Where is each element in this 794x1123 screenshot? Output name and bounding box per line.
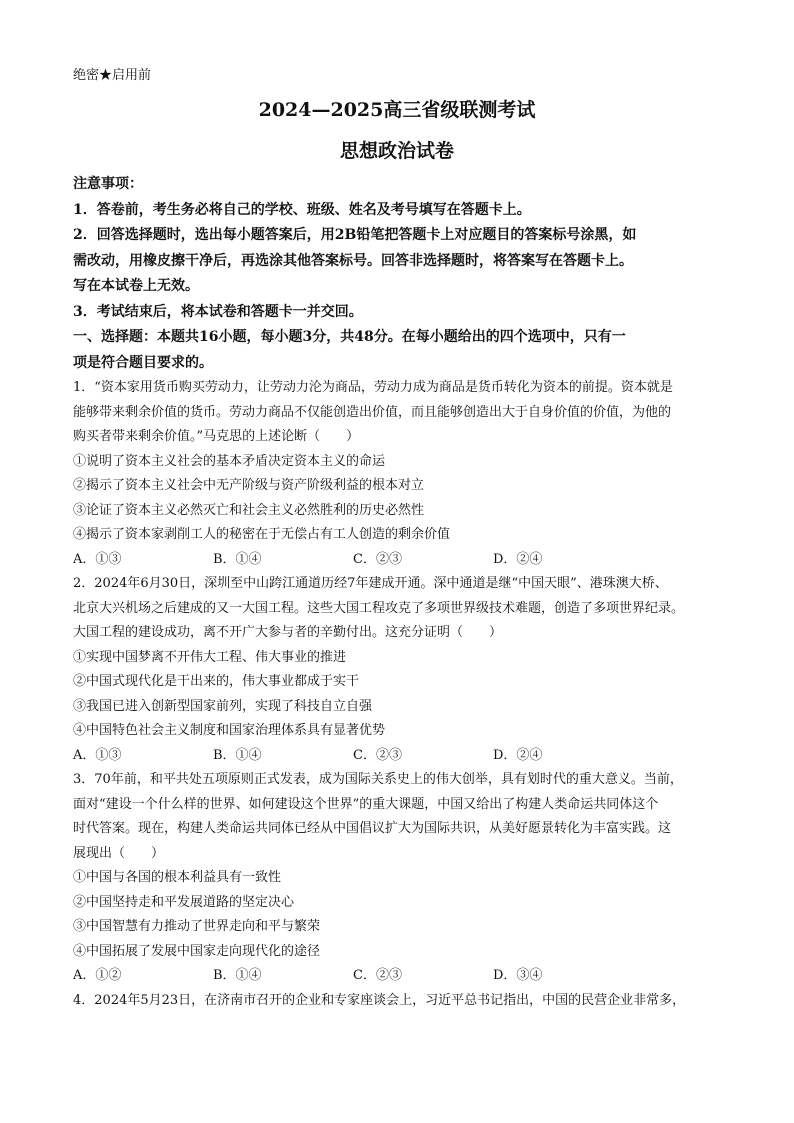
- question-3-options: [73, 964, 725, 989]
- option-c: C．②③: [353, 551, 402, 567]
- question-3-stem: 面对“建设一个什么样的世界、如何建设这个世界”的重大课题，中国又给出了构建人类命运共同体这个: [73, 796, 659, 812]
- notice-line: 3．考试结束后，将本试卷和答题卡一并交回。: [73, 303, 363, 320]
- section-heading: 项是符合题目要求的。: [73, 354, 213, 371]
- notice-line: 需改动，用橡皮擦干净后，再选涂其他答案标号。回答非选择题时，将答案写在答题卡上。: [73, 252, 633, 269]
- notice-heading: 注意事项：: [73, 176, 143, 192]
- exam-title: 2024—2025高三省级联测考试: [258, 99, 536, 121]
- notice-line: 写在本试卷上无效。: [73, 278, 199, 294]
- exam-body: [73, 172, 725, 1013]
- question-2-options: [73, 744, 725, 769]
- question-1-stem: 1．“资本家用货币购买劳动力，让劳动力沦为商品，劳动力成为商品是货币转化为资本的前提。资本就是: [73, 380, 673, 395]
- confidential-label: 绝密★启用前: [73, 68, 152, 83]
- section-heading: 一、选择题：本题共16小题，每小题3分，共48分。在每小题给出的四个选项中，只有一: [73, 329, 626, 345]
- option-d: D．③④: [493, 968, 543, 983]
- question-3-statement: ③中国智慧有力推动了世界走向和平与繁荣: [73, 919, 321, 934]
- question-3-stem: 3．70年前，和平共处五项原则正式发表，成为国际关系史上的伟大创举，具有划时代的重大意义。当前，: [73, 772, 683, 787]
- option-d: D．②④: [493, 747, 543, 763]
- option-b: B．①④: [213, 968, 262, 983]
- question-3-statement: ②中国坚持走和平发展道路的坚定决心: [73, 894, 295, 910]
- question-2-statement: ③我国已进入创新型国家前列，实现了科技自立自强: [73, 698, 373, 714]
- question-2-statement: ①实现中国梦离不开伟大工程、伟大事业的推进: [73, 649, 347, 665]
- question-3-statement: ①中国与各国的根本利益具有一致性: [73, 870, 282, 885]
- question-4-stem: 4．2024年5月23日，在济南市召开的企业和专家座谈会上，习近平总书记指出，中国的民营企业非常多，: [73, 992, 686, 1008]
- question-3-stem: 展现出（ ）: [73, 845, 165, 861]
- question-1-statement: ④揭示了资本家剥削工人的秘密在于无偿占有工人创造的剩余价值: [73, 527, 451, 542]
- question-2-stem: 2．2024年6月30日，深圳至中山跨江通道历经7年建成开通。深中通道是继“中国天眼”、港珠澳大桥、: [73, 576, 668, 591]
- option-c: C．②③: [353, 747, 402, 763]
- question-1-options: [73, 548, 725, 573]
- option-a: A．①③: [73, 747, 122, 763]
- notice-line: 2．回答选择题时，选出每小题答案后，用2B铅笔把答题卡上对应题目的答案标号涂黑，如: [73, 227, 637, 243]
- question-2-statement: ④中国特色社会主义制度和国家治理体系具有显著优势: [73, 723, 386, 738]
- question-1-statement: ②揭示了资本主义社会中无产阶级与资产阶级利益的根本对立: [73, 478, 425, 493]
- notice-line: 1．答卷前，考生务必将自己的学校、班级、姓名及考号填写在答题卡上。: [73, 201, 531, 218]
- question-1-statement: ①说明了资本主义社会的基本矛盾决定资本主义的命运: [73, 453, 386, 469]
- option-b: B．①④: [213, 747, 262, 763]
- option-d: D．②④: [493, 551, 543, 567]
- question-1-stem: 购买者带来剩余价值。”马克思的上述论断（ ）: [73, 429, 360, 444]
- question-3-statement: ④中国拓展了发展中国家走向现代化的途径: [73, 943, 321, 959]
- question-1-statement: ③论证了资本主义必然灭亡和社会主义必然胜利的历史必然性: [73, 502, 425, 518]
- option-b: B．①④: [213, 551, 262, 567]
- option-a: A．①③: [73, 551, 122, 567]
- question-2-stem: 大国工程的建设成功，离不开广大参与者的辛勤付出。这充分证明（ ）: [73, 625, 503, 640]
- exam-subtitle: 思想政治试卷: [339, 140, 454, 162]
- option-a: A．①②: [73, 968, 122, 983]
- question-2-stem: 北京大兴机场之后建成的又一大国工程。这些大国工程攻克了多项世界级技术难题，创造了多项世界纪录。: [73, 600, 685, 616]
- option-c: C．②③: [353, 968, 402, 983]
- question-1-stem: 能够带来剩余价值的货币。劳动力商品不仅能创造出价值，而且能够创造出大于自身价值的价值，为他的: [73, 404, 672, 420]
- question-3-stem: 时代答案。现在，构建人类命运共同体已经从中国倡议扩大为国际共识，从美好愿景转化为丰富实践。这: [73, 821, 672, 836]
- question-2-statement: ②中国式现代化是干出来的，伟大事业都成于实干: [73, 674, 360, 689]
